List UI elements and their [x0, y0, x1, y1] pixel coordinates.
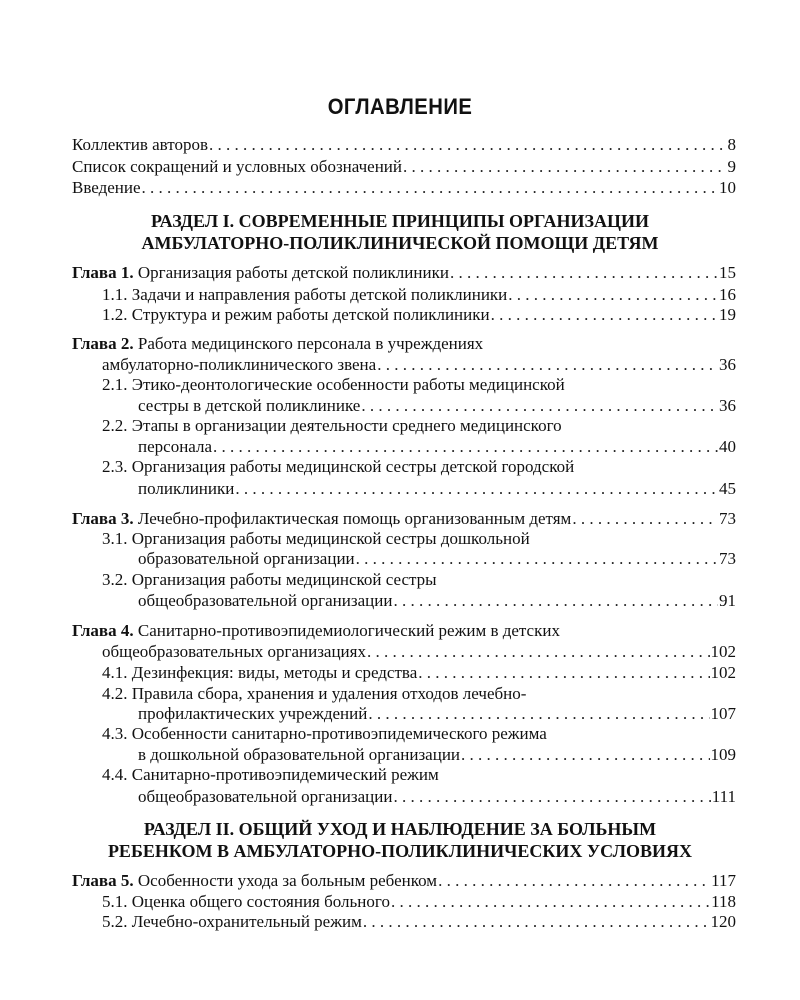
toc-entry-4-4-line1: 4.4. Санитарно-противоэпидемический режим	[102, 765, 439, 784]
toc-entry-4-2: профилактических учреждений . . . 107	[138, 703, 736, 724]
section-1-heading: РАЗДЕЛ I. СОВРЕМЕННЫЕ ПРИНЦИПЫ ОРГАНИЗАЦИИ АМБУЛАТОРНО-ПОЛИКЛИНИЧЕСКОЙ ПОМОЩИ ДЕТЯМ	[141, 211, 659, 253]
toc-entry-authors: Коллектив авторов . . . 8	[72, 134, 736, 155]
toc-entry-3-1-line1: 3.1. Организация работы медицинской сестры дошкольной	[102, 529, 530, 548]
toc-entry-3-2: общеобразовательной организации . . . 91	[138, 590, 736, 611]
toc-entry-2-2: персонала . . . 40	[138, 436, 736, 457]
toc-entry-5-2: 5.2. Лечебно-охранительный режим . . . 120	[102, 911, 736, 932]
toc-chapter-2-line1: Глава 2. Работа медицинского персонала в учреждениях	[72, 334, 484, 353]
toc-entry-2-3-line1: 2.3. Организация работы медицинской сестры детской городской	[102, 457, 575, 476]
toc-chapter-4-line1: Глава 4. Санитарно-противоэпидемиологический режим в детских	[72, 621, 560, 640]
toc-entry-abbreviations: Список сокращений и условных обозначений . . . 9	[72, 156, 736, 177]
toc-entry-4-1: 4.1. Дезинфекция: виды, методы и средства . . . 102	[102, 662, 736, 683]
toc-chapter-5: Глава 5. Особенности ухода за больным ребенком . . . 117	[72, 870, 736, 891]
toc-chapter-4: общеобразовательных организациях . . . 102	[102, 641, 736, 662]
section-2-heading: РАЗДЕЛ II. ОБЩИЙ УХОД И НАБЛЮДЕНИЕ ЗА БОЛЬНЫМ РЕБЕНКОМ В АМБУЛАТОРНО-ПОЛИКЛИНИЧЕСКИХ УСЛОВИЯХ	[107, 819, 693, 861]
toc-chapter-2: амбулаторно-поликлинического звена . . . 36	[102, 354, 736, 375]
toc-entry-1-2: 1.2. Структура и режим работы детской поликлиники . . . 19	[102, 304, 736, 325]
toc-entry-1-1: 1.1. Задачи и направления работы детской поликлиники . . . 16	[102, 284, 736, 305]
toc-entry-2-3: поликлиники . . . 45	[138, 478, 736, 499]
toc-entry-5-1: 5.1. Оценка общего состояния больного . . . 118	[102, 891, 736, 912]
toc-entry-4-2-line1: 4.2. Правила сбора, хранения и удаления отходов лечебно-	[102, 684, 527, 703]
toc-chapter-1: Глава 1. Организация работы детской поликлиники . . . 15	[72, 262, 736, 283]
toc-entry-introduction: Введение . . . 10	[72, 177, 736, 198]
toc-entry-2-1-line1: 2.1. Этико-деонтологические особенности работы медицинской	[102, 375, 565, 394]
toc-entry-2-2-line1: 2.2. Этапы в организации деятельности среднего медицинского	[102, 416, 562, 435]
toc-entry-4-3: в дошкольной образовательной организации . . . 109	[138, 744, 736, 765]
toc-entry-3-1: образовательной организации . . . 73	[138, 548, 736, 569]
toc-entry-2-1: сестры в детской поликлинике . . . 36	[138, 395, 736, 416]
toc-entry-3-2-line1: 3.2. Организация работы медицинской сестры	[102, 570, 437, 589]
toc-entry-4-4: общеобразовательной организации . . . 111	[138, 786, 736, 807]
page-title: ОГЛАВЛЕНИЕ	[327, 94, 473, 119]
toc-entry-4-3-line1: 4.3. Особенности санитарно-противоэпидемического режима	[102, 724, 547, 743]
toc-chapter-3: Глава 3. Лечебно-профилактическая помощь организованным детям . . . 73	[72, 508, 736, 529]
